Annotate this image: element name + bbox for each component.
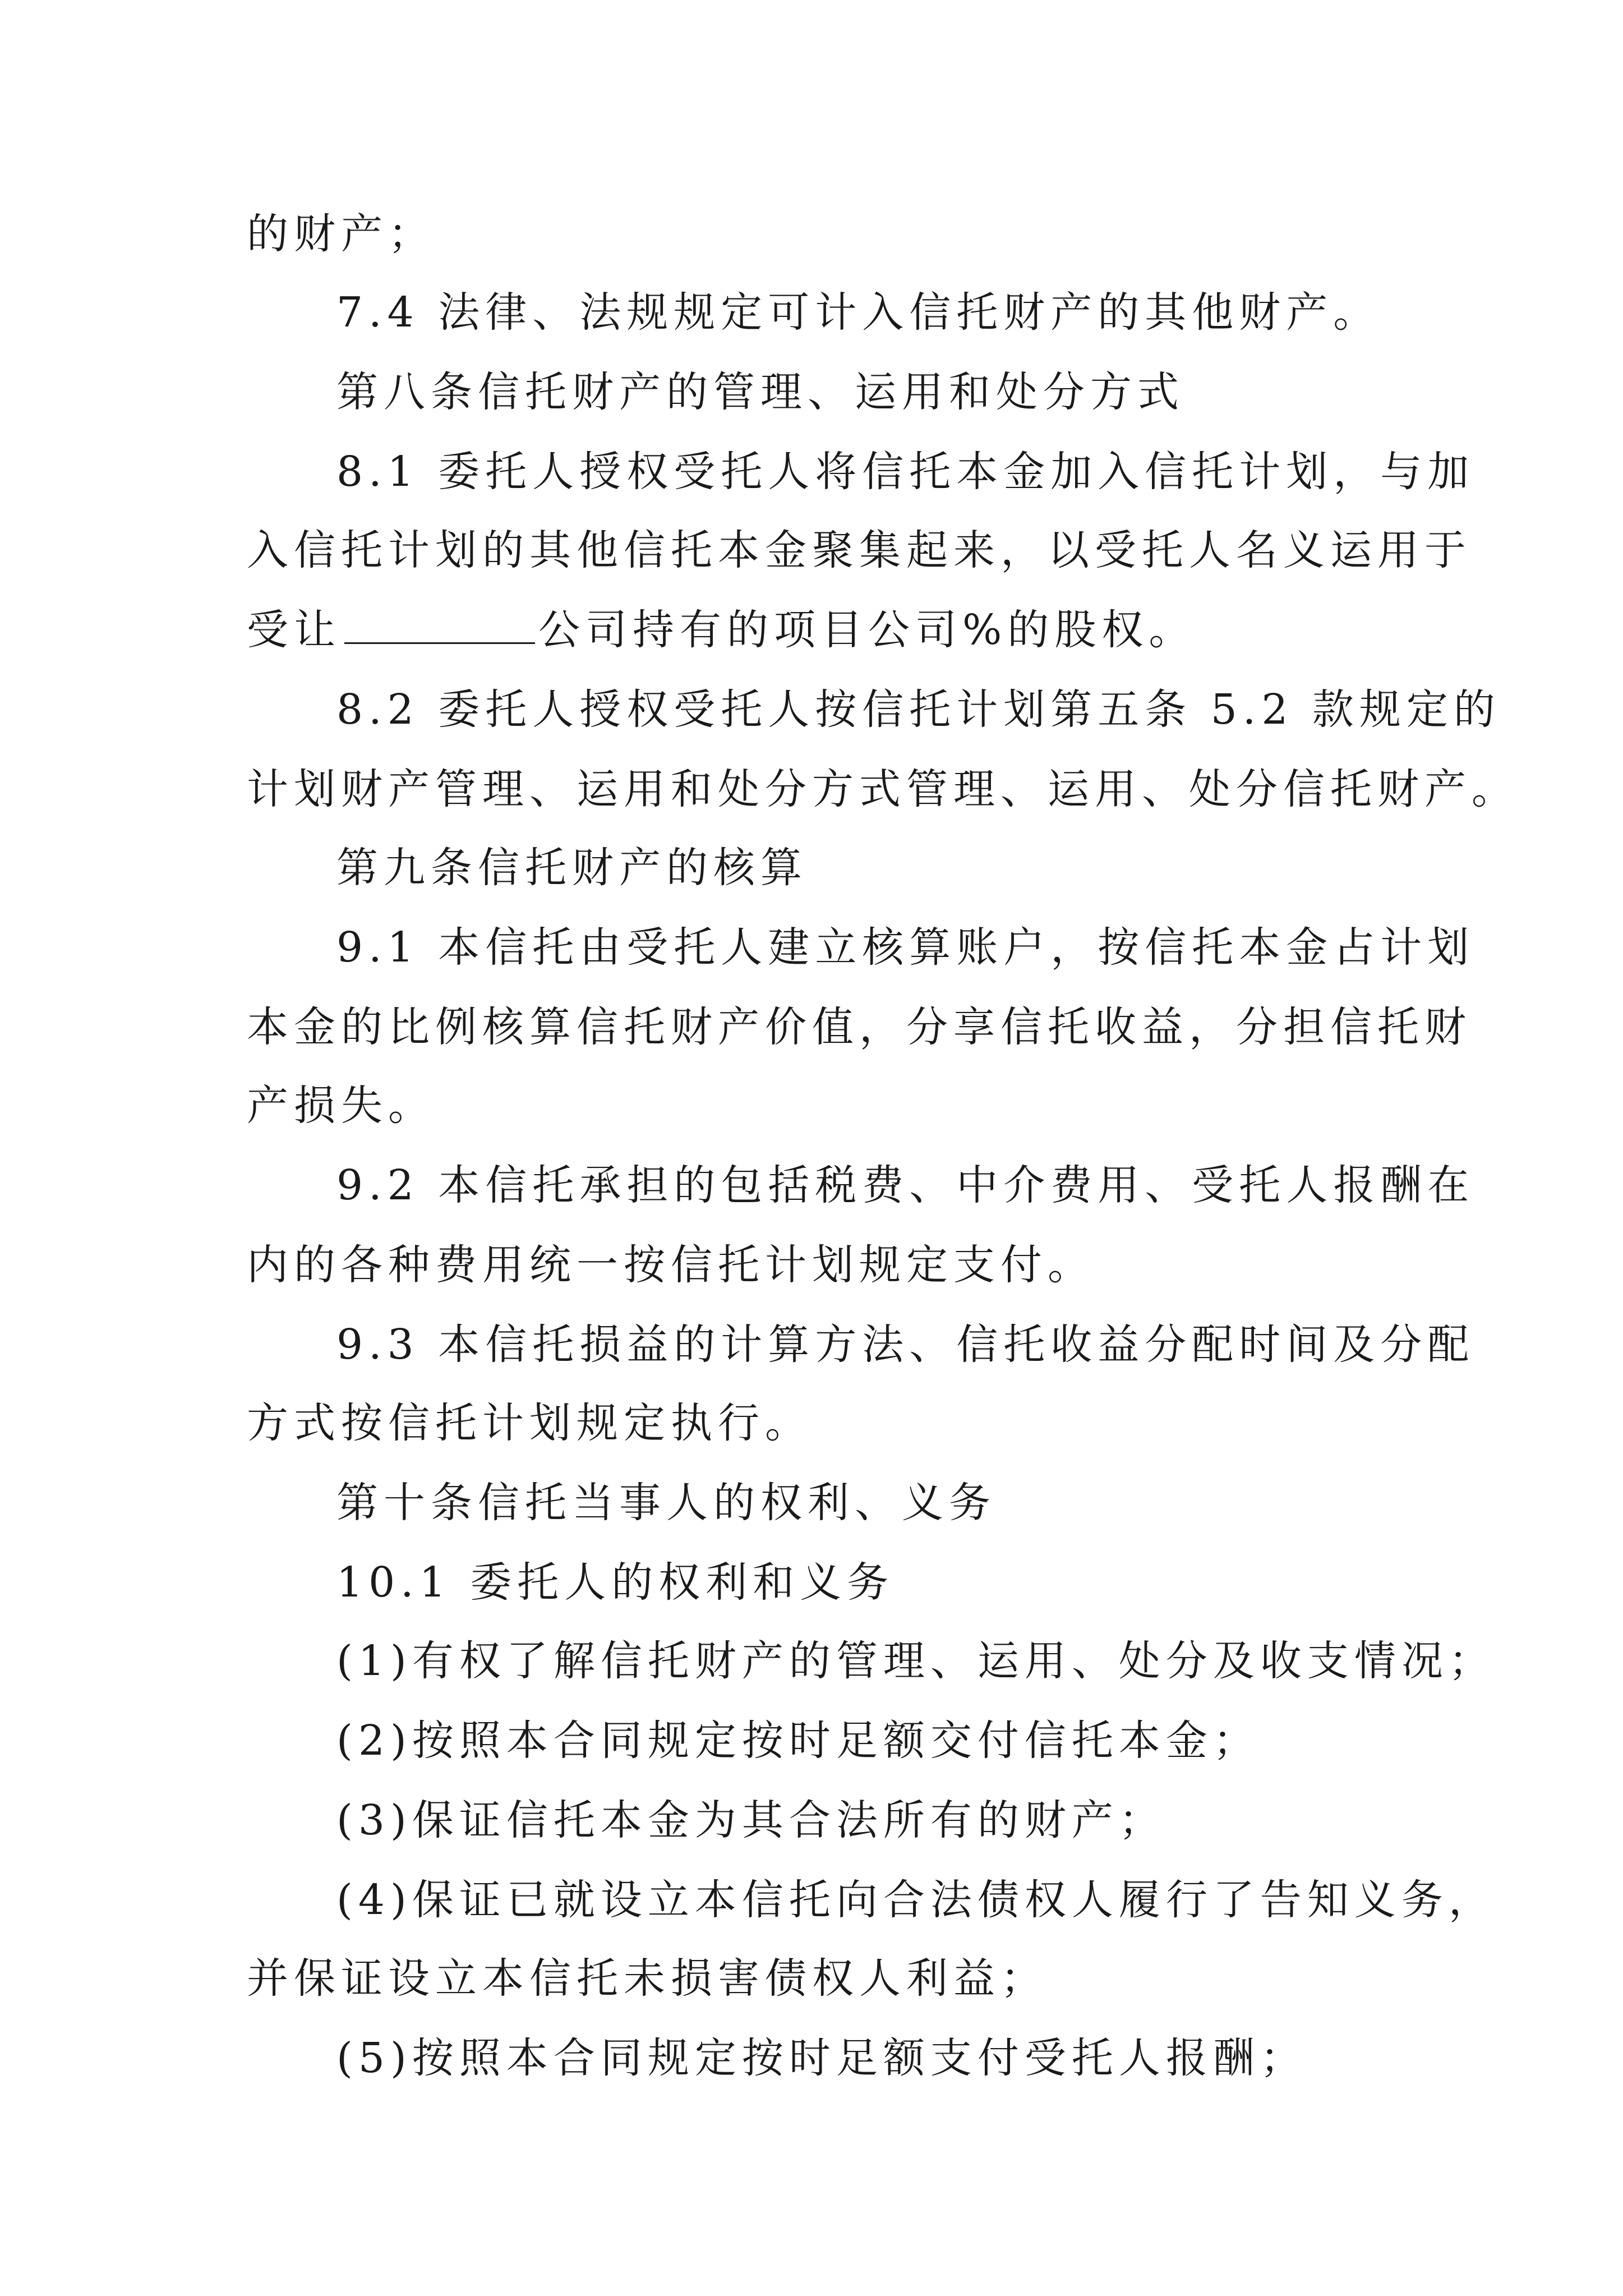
text-line: 8.2 委托人授权受托人按信托计划第五条 5.2 款规定的 [336,685,1501,734]
text-segment: 受让 [247,606,341,654]
text-line: 9.3 本信托损益的计算方法、信托收益分配时间及分配 [336,1320,1475,1369]
list-item: (4)保证已就设立本信托向合法债权人履行了告知义务， [336,1876,1496,1924]
text-line [247,605,1196,655]
text-line: 本金的比例核算信托财产价值，分享信托收益，分担信托财 [247,1003,1472,1051]
subsection-heading: 10.1 委托人的权利和义务 [336,1558,895,1607]
fill-in-blank [344,608,535,644]
text-line: 的财产； [247,210,435,258]
text-line: 内的各种费用统一按信托计划规定支付。 [247,1241,1095,1289]
text-line: 7.4 法律、法规规定可计入信托财产的其他财产。 [336,288,1381,337]
text-line: 计划财产管理、运用和处分方式管理、运用、处分信托财产。 [247,765,1519,813]
text-line: 9.2 本信托承担的包括税费、中介费用、受托人报酬在 [336,1161,1475,1209]
list-item: (2)按照本合同规定按时足额交付信托本金； [336,1717,1260,1765]
section-heading: 第九条信托财产的核算 [336,844,808,892]
text-line: 方式按信托计划规定执行。 [247,1399,812,1447]
text-line: 并保证设立本信托未损害债权人利益； [247,1954,1048,2003]
text-line: 9.1 本信托由受托人建立核算账户，按信托本金占计划 [336,923,1475,972]
section-heading: 第十条信托当事人的权利、义务 [336,1479,996,1527]
list-item: (3)保证信托本金为其合法所有的财产； [336,1796,1166,1844]
list-item: (5)按照本合同规定按时足额支付受托人报酬； [336,2034,1307,2082]
section-heading: 第八条信托财产的管理、运用和处分方式 [336,368,1184,416]
text-line: 8.1 委托人授权受托人将信托本金加入信托计划，与加 [336,448,1475,496]
text-line: 产损失。 [247,1082,435,1130]
text-segment: 公司持有的项目公司%的股权。 [538,606,1196,654]
list-item: (1)有权了解信托财产的管理、运用、处分及收支情况； [336,1637,1496,1685]
text-line: 入信托计划的其他信托本金聚集起来，以受托人名义运用于 [247,526,1472,574]
